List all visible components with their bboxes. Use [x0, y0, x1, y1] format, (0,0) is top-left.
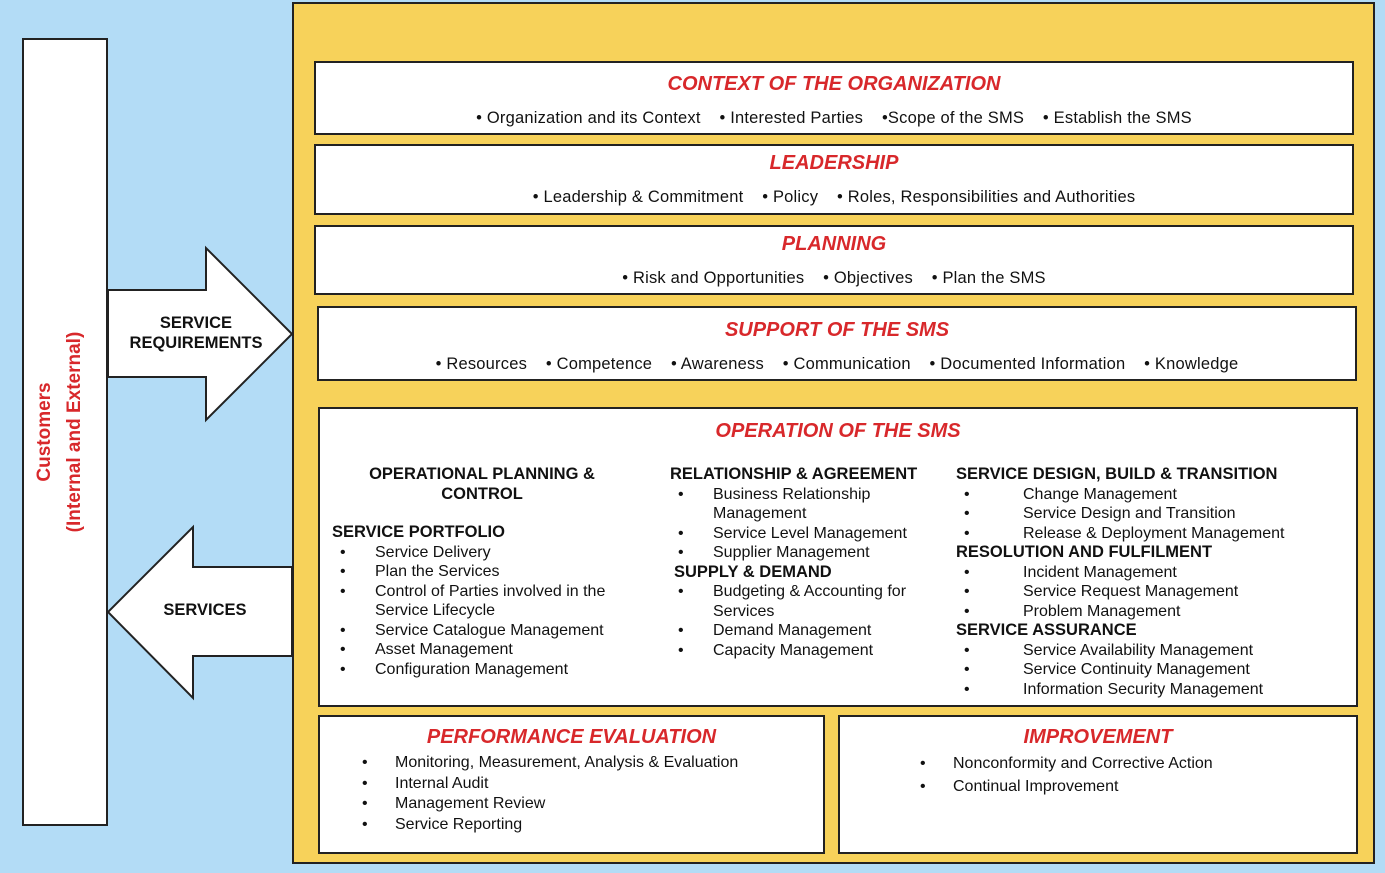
leadership-item: • Policy	[762, 188, 819, 206]
planning-items	[316, 269, 1352, 288]
list-item: • Service Availability Management	[956, 641, 1356, 661]
list-item: • Service Continuity Management	[956, 660, 1356, 680]
service-design-heading: SERVICE DESIGN, BUILD & TRANSITION	[956, 465, 1278, 483]
support-item: • Awareness	[670, 355, 764, 373]
planning-box	[314, 225, 1354, 295]
operation-box	[318, 407, 1358, 707]
planning-title: PLANNING	[781, 233, 887, 255]
performance-list	[362, 753, 738, 835]
list-item: • Service Design and Transition	[956, 504, 1356, 524]
customers-subtitle: (Internal and External)	[64, 331, 85, 533]
operation-col1	[332, 464, 662, 679]
operation-col3	[956, 465, 1356, 699]
list-item: • Monitoring, Measurement, Analysis & Evaluation	[362, 753, 738, 774]
context-item: • Interested Parties	[719, 109, 864, 127]
operational-planning-heading: OPERATIONAL PLANNING & CONTROL	[369, 465, 595, 503]
resolution-heading: RESOLUTION AND FULFILMENT	[956, 543, 1213, 561]
supply-demand-list	[670, 582, 960, 660]
support-items	[319, 355, 1355, 374]
list-item: • Information Security Management	[956, 680, 1356, 700]
service-requirements-line1: SERVICE	[159, 314, 233, 332]
list-item: • Service Catalogue Management	[332, 621, 662, 641]
list-item: • Internal Audit	[362, 774, 738, 795]
leadership-item: • Roles, Responsibilities and Authorities	[836, 188, 1136, 206]
improvement-box	[838, 715, 1358, 854]
context-item: • Establish the SMS	[1042, 109, 1192, 127]
list-item: • Control of Parties involved in the Service Lifecycle	[332, 582, 625, 621]
performance-title: PERFORMANCE EVALUATION	[426, 726, 717, 748]
list-item: • Change Management	[956, 485, 1356, 505]
context-box	[314, 61, 1354, 135]
service-assurance-list	[956, 641, 1356, 700]
improvement-title: IMPROVEMENT	[1023, 726, 1173, 748]
support-item: • Communication	[782, 355, 911, 373]
operation-col2	[670, 465, 960, 660]
relationship-list	[670, 485, 960, 563]
service-portfolio-heading: SERVICE PORTFOLIO	[332, 523, 505, 541]
list-item: • Service Reporting	[362, 815, 738, 836]
context-item: •Scope of the SMS	[881, 109, 1025, 127]
leadership-title: LEADERSHIP	[769, 152, 899, 174]
list-item: • Demand Management	[670, 621, 960, 641]
support-item: • Competence	[545, 355, 653, 373]
list-item: • Service Level Management	[670, 524, 960, 544]
leadership-items	[316, 188, 1352, 207]
service-requirements-label	[112, 313, 280, 353]
list-item: • Continual Improvement	[920, 776, 1213, 799]
improvement-list	[920, 753, 1213, 798]
support-item: • Resources	[435, 355, 528, 373]
list-item: • Service Delivery	[332, 543, 662, 563]
context-title: CONTEXT OF THE ORGANIZATION	[667, 73, 1001, 95]
list-item: • Configuration Management	[332, 660, 662, 680]
list-item: • Incident Management	[956, 563, 1356, 583]
context-item: • Organization and its Context	[476, 109, 701, 127]
list-item: • Management Review	[362, 794, 738, 815]
list-item: • Plan the Services	[332, 562, 662, 582]
list-item: • Service Request Management	[956, 582, 1356, 602]
list-item: • Capacity Management	[670, 641, 960, 661]
service-design-list	[956, 485, 1356, 544]
support-item: • Knowledge	[1144, 355, 1239, 373]
supply-demand-heading: SUPPLY & DEMAND	[674, 562, 832, 581]
list-item: • Nonconformity and Corrective Action	[920, 753, 1213, 776]
list-item: • Budgeting & Accounting for Services	[670, 582, 928, 621]
operation-title: OPERATION OF THE SMS	[715, 420, 961, 442]
planning-item: • Objectives	[823, 269, 913, 287]
customers-title: Customers	[34, 382, 55, 482]
service-requirements-line2: REQUIREMENTS	[129, 334, 263, 352]
list-item: • Supplier Management	[670, 543, 960, 563]
leadership-item: • Leadership & Commitment	[532, 188, 744, 206]
service-assurance-heading: SERVICE ASSURANCE	[956, 621, 1137, 639]
leadership-box	[314, 144, 1354, 215]
performance-box	[318, 715, 825, 854]
list-item: • Asset Management	[332, 640, 662, 660]
resolution-list	[956, 563, 1356, 622]
list-item: • Business Relationship Management	[670, 485, 883, 524]
relationship-heading: RELATIONSHIP & AGREEMENT	[670, 465, 918, 483]
list-item: • Problem Management	[956, 602, 1356, 622]
context-items	[316, 109, 1352, 128]
support-title: SUPPORT OF THE SMS	[724, 319, 950, 341]
support-item: • Documented Information	[929, 355, 1126, 373]
planning-item: • Risk and Opportunities	[622, 269, 805, 287]
services-label: SERVICES	[163, 601, 247, 619]
service-portfolio-list	[332, 543, 662, 680]
list-item: • Release & Deployment Management	[956, 524, 1356, 544]
support-box	[317, 306, 1357, 381]
planning-item: • Plan the SMS	[931, 269, 1046, 287]
